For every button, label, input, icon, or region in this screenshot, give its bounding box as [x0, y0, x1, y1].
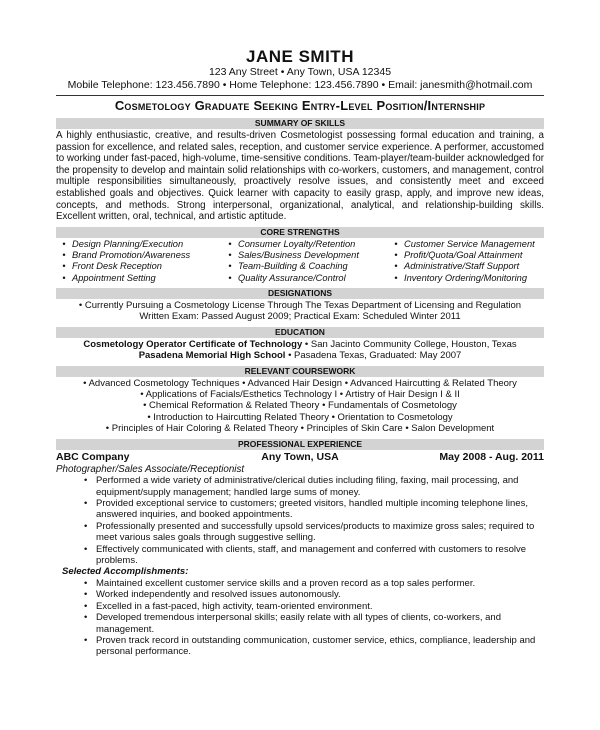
contact-line: Mobile Telephone: 123.456.7890 • Home Telephone: 123.456.7890 • Email: janesmith@hotmail.com: [67, 79, 533, 91]
strength-item: • Brand Promotion/Awareness: [56, 250, 212, 261]
objective-heading: Cosmetology Graduate Seeking Entry-Level Position/Internship: [114, 98, 486, 113]
strength-item: • Sales/Business Development: [222, 250, 378, 261]
bullet-icon: •: [62, 261, 66, 272]
bullet-icon: •: [394, 261, 398, 272]
coursework-line: • Introduction to Haircutting Related Theory • Orientation to Cosmetology: [147, 411, 453, 423]
designation-exam-line: Written Exam: Passed August 2009; Practical Exam: Scheduled Winter 2011: [139, 311, 461, 323]
address-line: 123 Any Street • Any Town, USA 12345: [208, 66, 392, 78]
list-item: • Provided exceptional service to customers; greeted visitors, handled multiple incoming telephone lines, answered inquiries, and booked appointments.: [96, 498, 544, 521]
strength-item: • Administrative/Staff Support: [388, 261, 544, 272]
header-divider: [56, 95, 544, 96]
education-block: [56, 339, 544, 362]
job-location: Any Town, USA: [261, 450, 339, 463]
summary-paragraph: A highly enthusiastic, creative, and results-driven Cosmetologist possessing formal education and training, a passion for excellence, and related sales, reception, and customer service experience. A performer, accustomed to working under fast-paced, high-volume, time-sensitive conditions. Team-player/team-builder acknowledged for the propensity to develop and maintain solid relationships with co-workers, customers, and management, control multiple responsibilities simultaneously, proactively resolve issues, and consistently meet and exceed established goals and objectives. Quick learner with capacity to easily grasp, apply, and improve new ideas, concepts, and methods. Strong interpersonal, organizational, analytical, and relationship-building skills. Excellent written, oral, technical, and artistic aptitude.: [56, 130, 544, 223]
bullet-icon: •: [62, 272, 66, 283]
strengths-grid: [56, 239, 544, 284]
bullet-icon: •: [62, 250, 66, 261]
job-dates: May 2008 - Aug. 2011: [439, 450, 544, 463]
education-entry: Cosmetology Operator Certificate of Technology • San Jacinto Community College, Houston, Texas: [83, 338, 517, 350]
bullet-icon: •: [228, 250, 232, 261]
bullet-icon: •: [394, 250, 398, 261]
strength-item: • Inventory Ordering/Monitoring: [388, 273, 544, 284]
designation-line: • Currently Pursuing a Cosmetology License Through The Texas Department of Licensing and Regulation: [78, 299, 522, 311]
section-heading-designations: DESIGNATIONS: [56, 288, 544, 299]
education-entry: Pasadena Memorial High School • Pasadena Texas, Graduated: May 2007: [138, 350, 462, 362]
job-role: Photographer/Sales Associate/Receptionist: [56, 463, 245, 475]
section-heading-strengths: CORE STRENGTHS: [56, 227, 544, 238]
bullet-icon: •: [228, 261, 232, 272]
accomplishments-list: [56, 578, 544, 658]
coursework-line: • Chemical Reformation & Related Theory • Fundamentals of Cosmetology: [143, 400, 457, 412]
strength-item: • Customer Service Management: [388, 239, 544, 250]
list-item: • Proven track record in outstanding communication, customer service, ethics, compliance, leadership and personal performance.: [96, 635, 544, 658]
strength-item: • Appointment Setting: [56, 273, 212, 284]
job-header: [56, 451, 544, 464]
list-item: • Effectively communicated with clients, staff, and management and conferred with customers to resolve problems.: [96, 544, 544, 567]
bullet-icon: •: [228, 272, 232, 283]
accomplishments-label: Selected Accomplishments:: [62, 566, 189, 578]
strength-item: • Profit/Quota/Goal Attainment: [388, 250, 544, 261]
coursework-line: • Principles of Hair Coloring & Related Theory • Principles of Skin Care • Salon Development: [105, 423, 495, 435]
coursework-line: • Advanced Cosmetology Techniques • Advanced Hair Design • Advanced Haircutting & Related Theory: [83, 377, 517, 389]
list-item: • Worked independently and resolved issues autonomously.: [96, 589, 544, 600]
list-item: • Maintained excellent customer service skills and a proven record as a top sales performer.: [96, 578, 544, 589]
section-heading-summary: SUMMARY OF SKILLS: [56, 118, 544, 129]
section-heading-education: EDUCATION: [56, 327, 544, 338]
duties-list: [56, 475, 544, 566]
bullet-icon: •: [394, 238, 398, 249]
list-item: • Excelled in a fast-paced, high activity, team-oriented environment.: [96, 601, 544, 612]
bullet-icon: •: [394, 272, 398, 283]
strength-item: • Quality Assurance/Control: [222, 273, 378, 284]
bullet-icon: •: [228, 238, 232, 249]
company-name: ABC Company: [56, 450, 130, 463]
strength-item: • Team-Building & Coaching: [222, 261, 378, 272]
list-item: • Professionally presented and successfully upsold services/products to maximize gross sales; required to meet various sales goals through suggestive selling.: [96, 521, 544, 544]
section-heading-experience: PROFESSIONAL EXPERIENCE: [56, 439, 544, 450]
coursework-line: • Applications of Facials/Esthetics Technology I • Artistry of Hair Design I & II: [140, 388, 460, 400]
section-heading-coursework: RELEVANT COURSEWORK: [56, 366, 544, 377]
strength-item: • Consumer Loyalty/Retention: [222, 239, 378, 250]
bullet-icon: •: [62, 238, 66, 249]
list-item: • Performed a wide variety of administrative/clerical duties including filing, faxing, mail processing, and equipment/supply management; handled large sums of money.: [96, 475, 544, 498]
designations-block: [56, 300, 544, 323]
strength-item: • Design Planning/Execution: [56, 239, 212, 250]
coursework-block: [56, 378, 544, 435]
list-item: • Developed tremendous interpersonal skills; easily relate with all types of clients, co-workers, and management.: [96, 612, 544, 635]
strength-item: • Front Desk Reception: [56, 261, 212, 272]
candidate-name: JANE SMITH: [246, 47, 354, 66]
